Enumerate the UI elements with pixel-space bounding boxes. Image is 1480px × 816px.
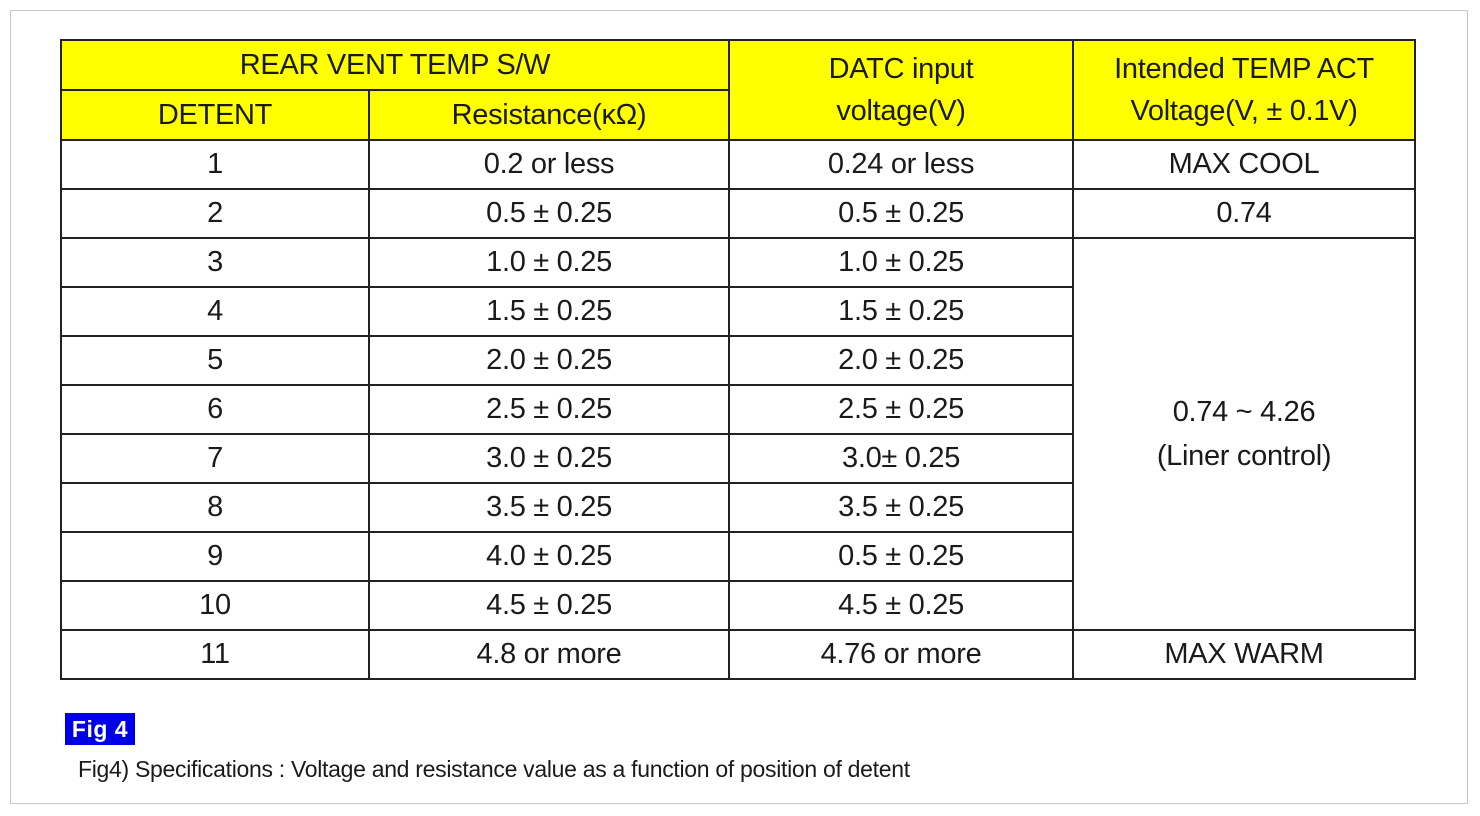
detent-cell: 10 [61,581,369,630]
datc-voltage-cell: 3.5 ± 0.25 [729,483,1073,532]
linear-range-cell [1073,238,1415,630]
datc-voltage-cell: 0.24 or less [729,140,1073,189]
header-datc-line2: voltage(V) [836,95,966,127]
header-intended-line1: Intended TEMP ACT [1114,53,1374,85]
detent-cell: 9 [61,532,369,581]
resistance-cell: 2.0 ± 0.25 [369,336,729,385]
resistance-cell: 2.5 ± 0.25 [369,385,729,434]
resistance-cell: 4.0 ± 0.25 [369,532,729,581]
header-resistance: Resistance(κΩ) [369,90,729,140]
detent-cell: 1 [61,140,369,189]
table-row [61,238,1415,287]
spec-table [60,39,1416,680]
datc-voltage-cell: 0.5 ± 0.25 [729,532,1073,581]
resistance-cell: 4.5 ± 0.25 [369,581,729,630]
intended-voltage-cell: 0.74 [1073,189,1415,238]
datc-voltage-cell: 2.5 ± 0.25 [729,385,1073,434]
detent-cell: 4 [61,287,369,336]
detent-cell: 5 [61,336,369,385]
figure-caption: Fig4) Specifications : Voltage and resistance value as a function of position of detent [78,756,910,782]
datc-voltage-cell: 2.0 ± 0.25 [729,336,1073,385]
detent-cell: 3 [61,238,369,287]
linear-range-value: 0.74 ~ 4.26 [1172,396,1316,428]
resistance-cell: 1.5 ± 0.25 [369,287,729,336]
header-datc-voltage [729,40,1073,140]
detent-cell: 11 [61,630,369,679]
header-intended-line2: Voltage(V, ± 0.1V) [1130,95,1358,127]
header-intended-voltage [1073,40,1415,140]
detent-cell: 7 [61,434,369,483]
detent-cell: 2 [61,189,369,238]
intended-voltage-cell: MAX WARM [1073,630,1415,679]
header-datc-line1: DATC input [828,53,974,85]
resistance-cell: 3.0 ± 0.25 [369,434,729,483]
datc-voltage-cell: 4.76 or more [729,630,1073,679]
resistance-cell: 0.5 ± 0.25 [369,189,729,238]
intended-voltage-cell: MAX COOL [1073,140,1415,189]
header-detent: DETENT [61,90,369,140]
resistance-cell: 0.2 or less [369,140,729,189]
resistance-cell: 4.8 or more [369,630,729,679]
datc-voltage-cell: 4.5 ± 0.25 [729,581,1073,630]
resistance-cell: 1.0 ± 0.25 [369,238,729,287]
table-row [61,140,1415,189]
detent-cell: 8 [61,483,369,532]
datc-voltage-cell: 3.0± 0.25 [729,434,1073,483]
resistance-cell: 3.5 ± 0.25 [369,483,729,532]
datc-voltage-cell: 0.5 ± 0.25 [729,189,1073,238]
linear-range-note: (Liner control) [1156,440,1332,472]
figure-badge: Fig 4 [65,713,135,745]
datc-voltage-cell: 1.5 ± 0.25 [729,287,1073,336]
table-header-row [61,40,1415,90]
datc-voltage-cell: 1.0 ± 0.25 [729,238,1073,287]
detent-cell: 6 [61,385,369,434]
table-row [61,630,1415,679]
header-switch-group: REAR VENT TEMP S/W [61,40,729,90]
table-row [61,189,1415,238]
